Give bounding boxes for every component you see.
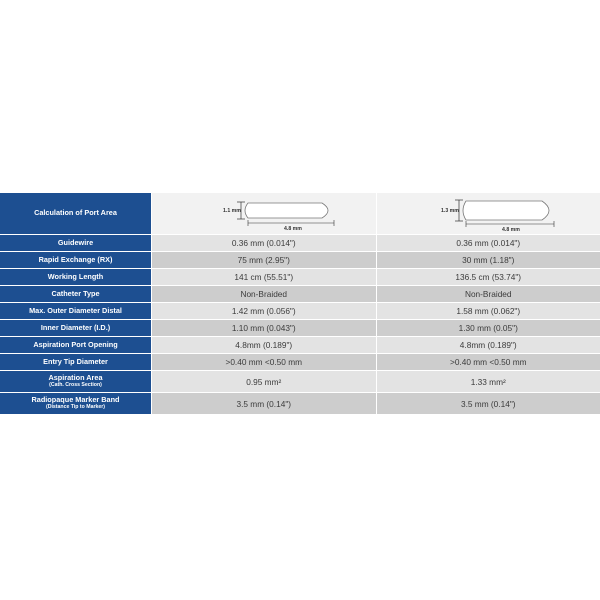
row-label-sub: (Cath. Cross Section) xyxy=(49,381,102,388)
left-value: 4.8mm (0.189") xyxy=(152,337,377,353)
port-diagram-left-svg xyxy=(164,193,364,235)
left-value: >0.40 mm <0.50 mm xyxy=(152,354,377,370)
port-diagram-right xyxy=(377,193,600,234)
header-row xyxy=(0,193,600,235)
row-label xyxy=(0,371,152,392)
row-label-sub: (Distance Tip to Marker) xyxy=(46,403,105,410)
left-value: 0.95 mm² xyxy=(152,371,377,392)
row-label: Aspiration Port Opening xyxy=(0,337,152,353)
row-label: Max. Outer Diameter Distal xyxy=(0,303,152,319)
port-diagram-right-svg xyxy=(388,193,588,235)
table-row xyxy=(0,252,600,269)
left-value: 141 cm (55.51") xyxy=(152,269,377,285)
right-value: 30 mm (1.18") xyxy=(377,252,600,268)
left-value: 3.5 mm (0.14") xyxy=(152,393,377,414)
length-label-right: 4.8 mm xyxy=(502,226,521,233)
height-label-left: 1.1 mm xyxy=(222,207,241,214)
length-label-left: 4.8 mm xyxy=(283,225,302,232)
row-label-main: Aspiration Area xyxy=(48,373,103,383)
port-shape-left xyxy=(245,203,328,218)
left-value: 1.10 mm (0.043") xyxy=(152,320,377,336)
header-label: Calculation of Port Area xyxy=(0,193,152,234)
right-value: 1.58 mm (0.062") xyxy=(377,303,600,319)
right-value: 4.8mm (0.189") xyxy=(377,337,600,353)
right-value: 136.5 cm (53.74") xyxy=(377,269,600,285)
left-value: 0.36 mm (0.014") xyxy=(152,235,377,251)
table-row xyxy=(0,354,600,371)
table-row xyxy=(0,235,600,252)
left-value: Non-Braided xyxy=(152,286,377,302)
table-row xyxy=(0,286,600,303)
table-row xyxy=(0,337,600,354)
right-value: Non-Braided xyxy=(377,286,600,302)
row-label: Guidewire xyxy=(0,235,152,251)
table-row xyxy=(0,371,600,393)
row-label: Entry Tip Diameter xyxy=(0,354,152,370)
port-shape-right xyxy=(463,201,549,220)
spec-table xyxy=(0,193,600,415)
row-label: Inner Diameter (I.D.) xyxy=(0,320,152,336)
row-label xyxy=(0,393,152,414)
right-value: 1.30 mm (0.05") xyxy=(377,320,600,336)
port-diagram-left xyxy=(152,193,377,234)
right-value: >0.40 mm <0.50 mm xyxy=(377,354,600,370)
left-value: 1.42 mm (0.056") xyxy=(152,303,377,319)
left-value: 75 mm (2.95") xyxy=(152,252,377,268)
right-value: 1.33 mm² xyxy=(377,371,600,392)
row-label-main: Radiopaque Marker Band xyxy=(31,395,120,405)
row-label: Rapid Exchange (RX) xyxy=(0,252,152,268)
table-row xyxy=(0,393,600,415)
height-label-right: 1.3 mm xyxy=(441,207,460,214)
right-value: 0.36 mm (0.014") xyxy=(377,235,600,251)
table-row xyxy=(0,303,600,320)
table-row xyxy=(0,320,600,337)
row-label: Catheter Type xyxy=(0,286,152,302)
right-value: 3.5 mm (0.14") xyxy=(377,393,600,414)
row-label: Working Length xyxy=(0,269,152,285)
table-row xyxy=(0,269,600,286)
